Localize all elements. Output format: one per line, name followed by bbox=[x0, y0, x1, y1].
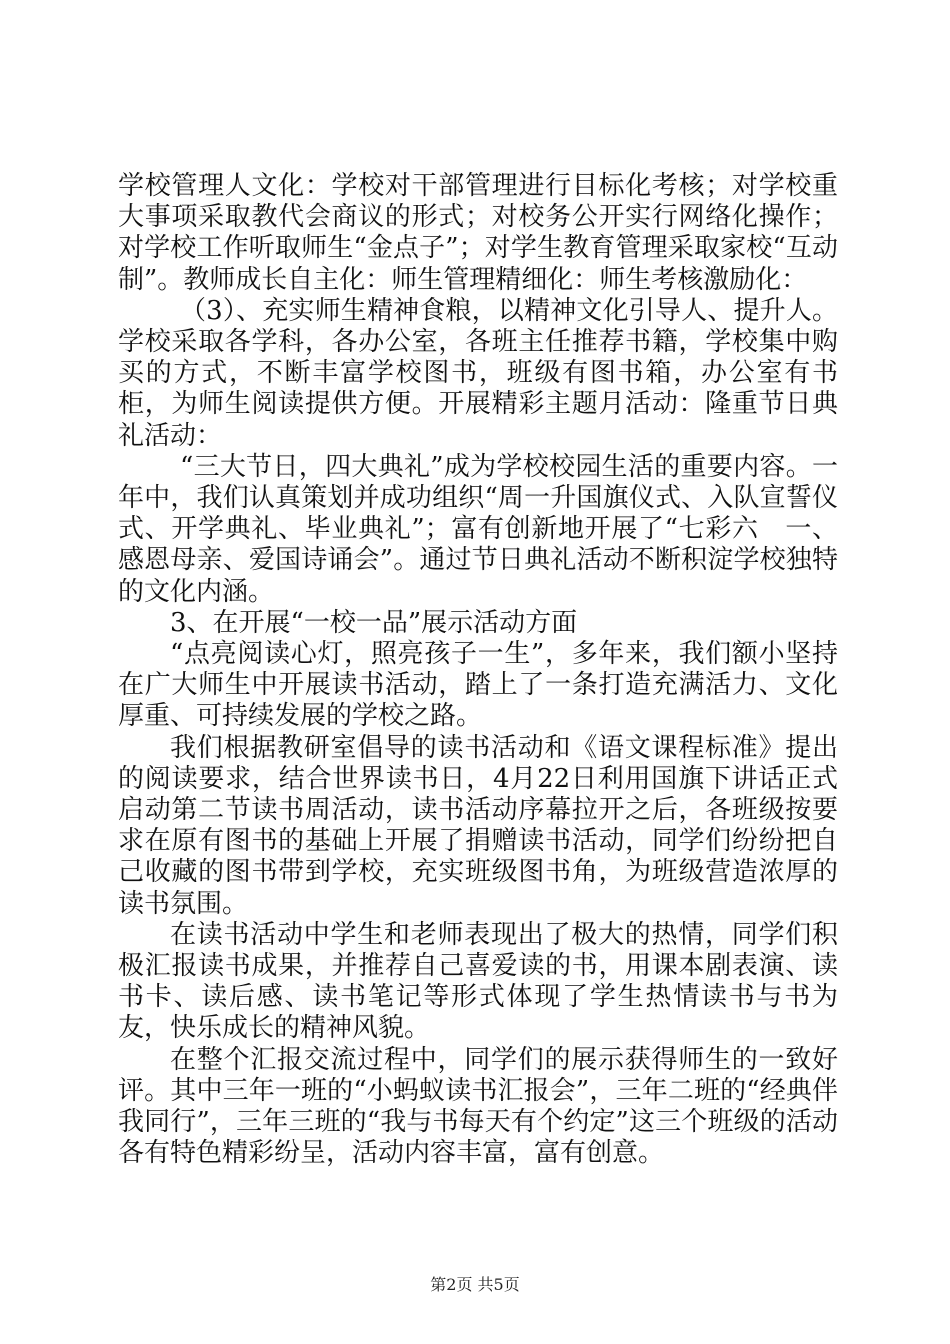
paragraph-class-showcase: 在整个汇报交流过程中，同学们的展示获得师生的一致好评。其中三年一班的“小蚂蚁读书汇报会”，三年二班的“经典伴我同行”，三年三班的“我与书每天有个约定”这三个班级的活动各有特色精彩纷呈，活动内容丰富，富有创意。 bbox=[118, 1044, 838, 1169]
paragraph-reading-week: 我们根据教研室倡导的读书活动和《语文课程标准》提出的阅读要求，结合世界读书日，4月22日利用国旗下讲话正式启动第二节读书周活动，读书活动序幕拉开之后，各班级按要求在原有图书的基础上开展了捐赠读书活动，同学们纷纷把自己收藏的图书带到学校，充实班级图书角，为班级营造浓厚的读书氛围。 bbox=[118, 732, 838, 919]
document-body bbox=[118, 171, 838, 1170]
paragraph-festivals-ceremonies: “三大节日，四大典礼”成为学校校园生活的重要内容。一年中，我们认真策划并成功组织“周一升国旗仪式、入队宣誓仪式、开学典礼、毕业典礼”；富有创新地开展了“七彩六 一、感恩母亲、爱国诗诵会”。通过节日典礼活动不断积淀学校独特的文化内涵。 bbox=[118, 451, 838, 607]
paragraph-management-culture: 学校管理人文化：学校对干部管理进行目标化考核；对学校重大事项采取教代会商议的形式；对校务公开实行网络化操作；对学校工作听取师生“金点子”；对学生教育管理采取家校“互动制”。教师成长自主化：师生管理精细化：师生考核激励化： bbox=[118, 171, 838, 295]
paragraph-spiritual-food: （3）、充实师生精神食粮，以精神文化引导人、提升人。学校采取各学科，各办公室，各班主任推荐书籍，学校集中购买的方式，不断丰富学校图书，班级有图书箱，办公室有书柜，为师生阅读提供方便。开展精彩主题月活动：隆重节日典礼活动： bbox=[118, 295, 838, 451]
section-heading-one-school-one-brand: 3、在开展“一校一品”展示活动方面 bbox=[170, 607, 578, 638]
page-number-footer: 第2页 共5页 bbox=[430, 1275, 520, 1294]
paragraph-reading-enthusiasm: 在读书活动中学生和老师表现出了极大的热情，同学们积极汇报读书成果，并推荐自己喜爱读的书，用课本剧表演、读书卡、读后感、读书笔记等形式体现了学生热情读书与书为友，快乐成长的精神风貌。 bbox=[118, 919, 838, 1044]
paragraph-reading-slogan: “点亮阅读心灯，照亮孩子一生”，多年来，我们额小坚持在广大师生中开展读书活动，踏上了一条打造充满活力、文化厚重、可持续发展的学校之路。 bbox=[118, 639, 838, 732]
